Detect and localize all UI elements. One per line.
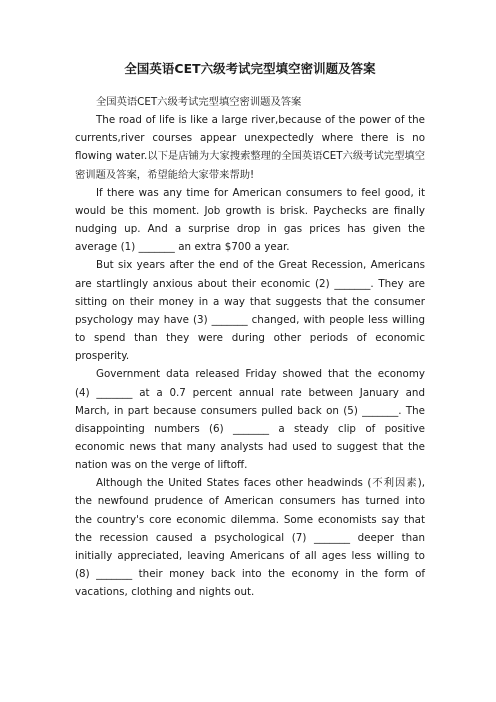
intro-paragraph: The road of life is like a large river,because of the power of the currents,river courses appear unexpectedly where there is no flowing water.以下是店铺为大家搜索整理的全国英语CET六级考试完型填空密训题及答案，希望能给大家带来帮助! [75,114,425,181]
document-title: 全国英语CET六级考试完型填空密训题及答案 [124,61,376,76]
body-paragraph-4: Although the United States faces other headwinds (不利因素), the newfound prudence of American consumers has turned into the country's core economic dilemma. Some economists say that the recession caused a psychological (7) _______ deeper than initially appreciated, leaving Americans of all ages less willing to (8) _______ their money back into the economy in the form of vacations, clothing and nights out. [75,477,425,599]
body-paragraph-1: If there was any time for American consumers to feel good, it would be this moment. Job growth is brisk. Paychecks are finally nudging up. And a surprise drop in gas prices has given the average (1) _______ an extra $700 a year. [75,186,425,254]
body-paragraph-3: Government data released Friday showed that the economy (4) _______ at a 0.7 percent annual rate between January and March, in part because consumers pulled back on (5) _______. The disappointing numbers (6) _______ a steady clip of positive economic news that many analysts had used to suggest that the nation was on the verge of liftoff. [75,368,425,472]
subtitle-paragraph: 全国英语CET六级考试完型填空密训题及答案 [96,96,302,108]
body-paragraph-2: But six years after the end of the Great Recession, Americans are startlingly anxious about their economic (2) _______. They are sitting on their money in a way that suggests that the consumer psychology may have (3) _______ changed, with people less willing to spend than they were during other periods of economic prosperity. [75,259,425,363]
